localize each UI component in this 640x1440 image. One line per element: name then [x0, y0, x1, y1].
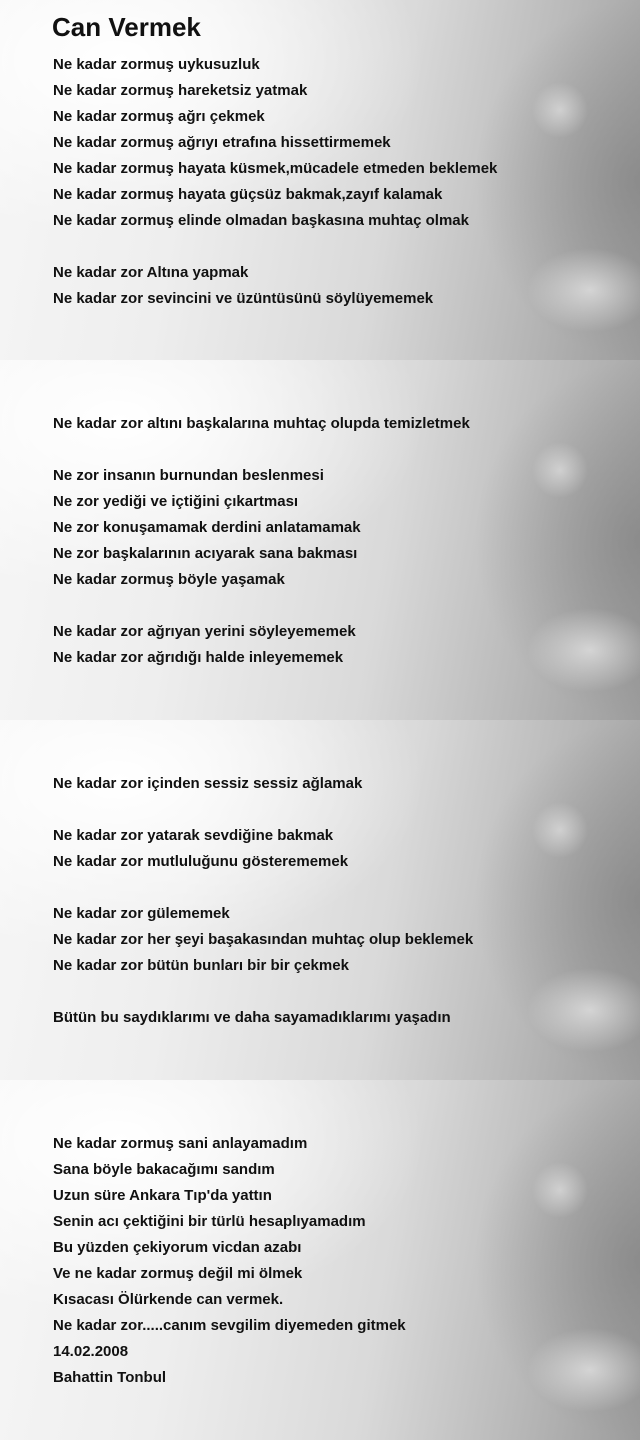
poem-line: Ne kadar zor sevincini ve üzüntüsünü söylüyememek [53, 290, 434, 307]
poem-line: Ne kadar zor.....canım sevgilim diyemeden gitmek [53, 1317, 406, 1334]
poem-line: Ne kadar zormuş hayata güçsüz bakmak,zayıf kalamak [53, 186, 443, 203]
poem-line: Ne kadar zormuş uykusuzluk [53, 56, 260, 73]
poem-line-blank [53, 593, 623, 619]
poem-line: Ne kadar zor yatarak sevdiğine bakmak [53, 827, 334, 844]
poem-line: Ne kadar zor ağrıyan yerini söyleyememek [53, 623, 356, 640]
poem-title: Can Vermek [52, 12, 201, 42]
poem-line: Ne kadar zormuş hareketsiz yatmak [53, 82, 308, 99]
poem-line: Uzun süre Ankara Tıp'da yattın [53, 1187, 272, 1204]
poem-line: Ne kadar zormuş böyle yaşamak [53, 571, 285, 588]
poem-line-blank [53, 234, 623, 260]
poem-line: Ne kadar zormuş elinde olmadan başkasına muhtaç olmak [53, 212, 469, 229]
poem-panel-4 [0, 1080, 640, 1440]
poem-panel-3 [0, 720, 640, 1080]
poem-text-block [53, 411, 623, 671]
poem-line: Kısacası Ölürkende can vermek. [53, 1291, 284, 1308]
poem-text-block [53, 771, 623, 1031]
poem-line: Senin acı çektiğini bir türlü hesaplıyamadım [53, 1213, 366, 1230]
poem-line: Ne kadar zor ağrıdığı halde inleyememek [53, 649, 344, 666]
poem-line: Bütün bu saydıklarımı ve daha sayamadıklarımı yaşadın [53, 1009, 451, 1026]
poem-line: Ne kadar zor Altına yapmak [53, 264, 249, 281]
poem-line: Ne kadar zormuş sani anlayamadım [53, 1135, 308, 1152]
poem-line: Sana böyle bakacağımı sandım [53, 1161, 275, 1178]
poem-line: Ne kadar zor bütün bunları bir bir çekmek [53, 957, 349, 974]
poem-line: Ne kadar zor her şeyi başakasından muhtaç olup beklemek [53, 931, 474, 948]
poem-line: Ve ne kadar zormuş değil mi ölmek [53, 1265, 303, 1282]
poem-line: Bu yüzden çekiyorum vicdan azabı [53, 1239, 302, 1256]
poem-line: Ne kadar zormuş hayata küsmek,mücadele etmeden beklemek [53, 160, 498, 177]
poem-line: Ne zor konuşamamak derdini anlatamamak [53, 519, 361, 536]
poem-line-blank [53, 437, 623, 463]
poem-author: Bahattin Tonbul [53, 1369, 167, 1386]
poem-line-blank [53, 875, 623, 901]
poem-line-blank [53, 797, 623, 823]
poem-line: Ne kadar zor gülememek [53, 905, 230, 922]
poem-panel-1 [0, 0, 640, 360]
poem-line-blank [53, 979, 623, 1005]
poem-line: Ne kadar zormuş ağrı çekmek [53, 108, 265, 125]
poem-line: Ne zor yediği ve içtiğini çıkartması [53, 493, 299, 510]
poem-date: 14.02.2008 [53, 1343, 129, 1360]
poem-line: Ne kadar zor altını başkalarına muhtaç olupda temizletmek [53, 415, 470, 432]
poem-line: Ne zor insanın burnundan beslenmesi [53, 467, 324, 484]
poem-line: Ne kadar zor içinden sessiz sessiz ağlamak [53, 775, 363, 792]
poem-line: Ne zor başkalarının acıyarak sana bakması [53, 545, 358, 562]
poem-line: Ne kadar zor mutluluğunu gösterememek [53, 853, 349, 870]
poem-panel-2 [0, 360, 640, 720]
poem-text-block [53, 1131, 623, 1391]
poem-text-block [53, 52, 623, 312]
poem-line: Ne kadar zormuş ağrıyı etrafına hissettirmemek [53, 134, 391, 151]
